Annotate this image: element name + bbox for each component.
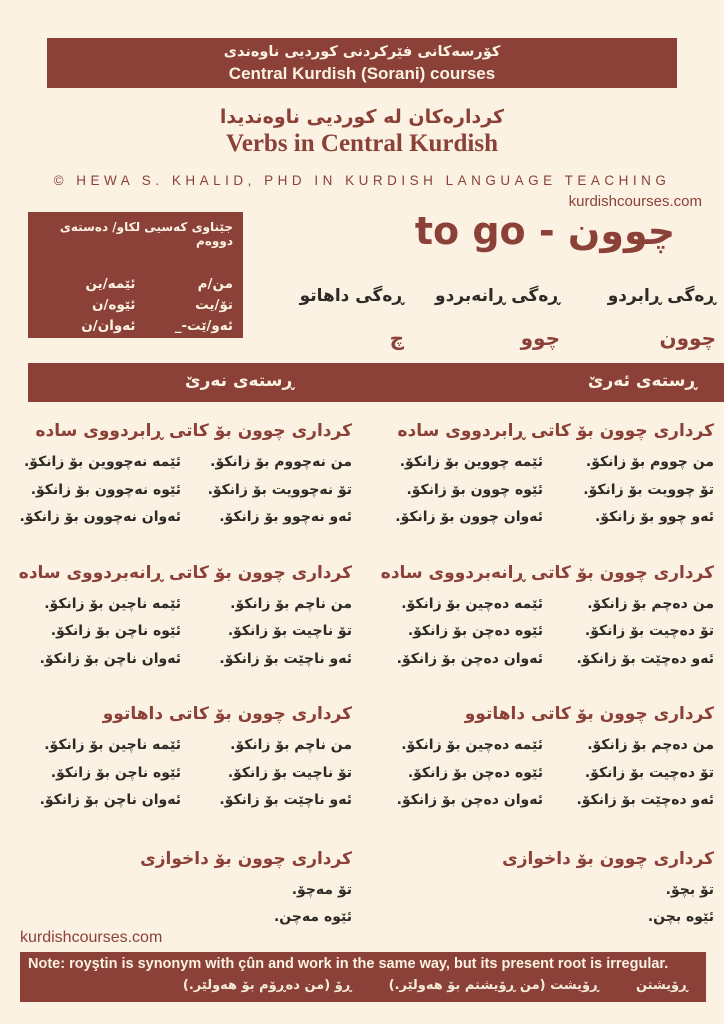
note-kurdish-item: ڕۆیشتن [635, 978, 688, 993]
root-past-column [578, 284, 716, 350]
conjugation-grid [372, 449, 714, 532]
conjugation-line: ئێمه ناچین بۆ زانکۆ. [44, 737, 181, 753]
conjugation-line: تۆ مەچۆ. [291, 881, 352, 898]
conjugation-line: تۆ ناچیت بۆ زانکۆ. [227, 764, 352, 781]
conjugation-sections [0, 410, 724, 932]
conjugation-line: ئەو چوو بۆ زانکۆ. [594, 509, 714, 525]
imperative-negative [0, 846, 362, 932]
imperative-affirmative [362, 846, 724, 932]
root-future-value: چ [389, 326, 404, 350]
pronoun-item: تۆ/یت [195, 297, 233, 313]
affirmative-column-label: ڕستەی ئەرێ [587, 371, 697, 391]
conjugation-list [10, 877, 352, 932]
simple-present-affirmative [362, 560, 724, 674]
conjugation-grid [10, 449, 352, 532]
section-title: کرداری چوون بۆ کاتی داهاتوو [464, 704, 714, 724]
conjugation-line: ئەو ناچێت بۆ زانکۆ. [219, 650, 352, 667]
conjugation-line: ئەوان دەچن بۆ زانکۆ. [396, 650, 543, 667]
conjugation-line: ئێمه ناچین بۆ زانکۆ. [44, 595, 181, 612]
root-present-value: چوو [520, 326, 560, 350]
header-banner-title-en: Central Kurdish (Sorani) courses [228, 63, 496, 83]
section-title: کرداری چوون بۆ کاتی ڕانەبردووی ساده [18, 562, 352, 583]
section-title: کرداری چوون بۆ داخوازی [502, 848, 714, 869]
conjugation-line: ئێمه دەچین بۆ زانکۆ. [401, 595, 543, 612]
header-banner [47, 38, 677, 88]
simple-present-negative [0, 560, 362, 674]
conjugation-line: ئێوه مەچن. [273, 909, 352, 925]
pronoun-item: ئەوان/ن [81, 318, 136, 334]
conjugation-line: ئەوان ناچن بۆ زانکۆ. [39, 650, 181, 667]
conjugation-line: ئەوان نەچوون بۆ زانکۆ. [19, 509, 181, 525]
conjugation-line: ئێمه نەچووین بۆ زانکۆ. [23, 454, 181, 470]
conjugation-line: ئێوه ناچن بۆ زانکۆ. [50, 623, 181, 639]
sentence-type-banner [28, 363, 724, 402]
conjugation-line: ئەو دەچێت بۆ زانکۆ. [576, 792, 714, 808]
future-affirmative [362, 701, 724, 815]
section-title: کرداری چوون بۆ کاتی داهاتوو [102, 704, 352, 724]
conjugation-line: من چووم بۆ زانکۆ. [585, 454, 714, 470]
conjugation-line: تۆ ناچیت بۆ زانکۆ. [227, 623, 352, 639]
conjugation-grid [10, 732, 352, 815]
conjugation-line: ئەوان چوون بۆ زانکۆ. [395, 509, 543, 525]
conjugation-line: من دەچم بۆ زانکۆ. [587, 595, 714, 612]
conjugation-line: ئێوه ناچن بۆ زانکۆ. [50, 764, 181, 781]
verb-roots [266, 284, 716, 350]
conjugation-line: ئێوه بچن. [647, 909, 714, 925]
pronoun-item: ئێوه/ن [92, 297, 136, 313]
root-present-label: ڕەگی ڕانەبردو [435, 286, 560, 306]
note-kurdish-item: ڕۆ (من دەڕۆم بۆ هەولێر.) [182, 978, 352, 993]
conjugation-line: من نەچووم بۆ زانکۆ. [210, 454, 352, 470]
document-title-kurdish: کردارەکان لە کوردیی ناوەندیدا [219, 106, 505, 128]
conjugation-line: تۆ چوویت بۆ زانکۆ. [583, 481, 714, 498]
conjugation-line: ئێوه دەچن بۆ زانکۆ. [407, 623, 543, 639]
pronoun-item: ئەو/ێت-_ [174, 318, 233, 334]
conjugation-line: ئەوان ناچن بۆ زانکۆ. [39, 792, 181, 808]
future-negative [0, 701, 362, 815]
section-imperative [0, 846, 724, 932]
conjugation-line: ئەوان دەچن بۆ زانکۆ. [396, 792, 543, 808]
note-banner [20, 952, 706, 1002]
copyright-line: © HEWA S. KHALID, PHD IN KURDISH LANGUAGE TEACHING [53, 173, 671, 188]
root-present-column [422, 284, 560, 350]
simple-past-negative [0, 418, 362, 532]
section-title: کرداری چوون بۆ کاتی ڕابردووی ساده [397, 421, 714, 441]
section-title: کرداری چوون بۆ کاتی ڕابردووی ساده [35, 421, 352, 441]
conjugation-line: ئێمه چووین بۆ زانکۆ. [399, 454, 543, 470]
pronoun-grid [38, 274, 233, 337]
pronoun-clitics-box [28, 212, 243, 338]
conjugation-grid [372, 591, 714, 674]
root-past-label: ڕەگی ڕابردو [607, 286, 716, 306]
conjugation-list [372, 877, 714, 932]
note-kurdish-item: ڕۆیشت (من ڕۆیشتم بۆ هەولێر.) [388, 978, 599, 993]
conjugation-line: تۆ بچۆ. [665, 881, 714, 898]
root-past-value: چوون [659, 326, 716, 350]
conjugation-line: من ناچم بۆ زانکۆ. [230, 595, 352, 612]
root-future-column [266, 284, 404, 350]
section-simple-past [0, 418, 724, 532]
verb-title: چوون - to go [414, 209, 676, 253]
simple-past-affirmative [362, 418, 724, 532]
pronoun-box-title: جێناوی کەسیی لکاو/ دەستەی دووەم [59, 220, 233, 248]
root-future-label: ڕەگی داهاتو [299, 286, 404, 306]
document-title-english: Verbs in Central Kurdish [225, 130, 499, 157]
website-url-bottom: kurdishcourses.com [20, 929, 163, 946]
pronoun-item: ئێمه/ین [85, 276, 136, 292]
negative-column-label: ڕستەی نەرێ [185, 371, 295, 391]
conjugation-line: ئەو ناچێت بۆ زانکۆ. [219, 792, 352, 808]
note-text-kurdish [28, 978, 698, 993]
section-title: کرداری چوون بۆ داخوازی [140, 848, 352, 869]
section-title: کرداری چوون بۆ کاتی ڕانەبردووی ساده [380, 562, 714, 583]
conjugation-line: ئێمه دەچین بۆ زانکۆ. [401, 737, 543, 753]
conjugation-line: تۆ نەچوویت بۆ زانکۆ. [207, 481, 352, 498]
header-banner-title-ku: کۆرسەکانی فێرکردنی کوردیی ناوەندی [223, 43, 501, 60]
conjugation-line: تۆ دەچیت بۆ زانکۆ. [584, 764, 714, 781]
section-future [0, 701, 724, 815]
conjugation-line: ئەو نەچوو بۆ زانکۆ. [219, 509, 352, 525]
conjugation-line: ئێوه دەچن بۆ زانکۆ. [407, 764, 543, 781]
conjugation-line: ئێوه نەچوون بۆ زانکۆ. [30, 481, 181, 498]
conjugation-grid [10, 591, 352, 674]
conjugation-line: من ناچم بۆ زانکۆ. [230, 737, 352, 753]
website-url-top: kurdishcourses.com [568, 193, 702, 210]
conjugation-line: ئەو دەچێت بۆ زانکۆ. [576, 650, 714, 667]
conjugation-line: ئێوه چوون بۆ زانکۆ. [406, 481, 543, 498]
section-simple-present [0, 560, 724, 674]
conjugation-grid [372, 732, 714, 815]
pronoun-item: من/م [197, 276, 233, 292]
conjugation-line: من دەچم بۆ زانکۆ. [587, 737, 714, 753]
note-text-english: Note: royştin is synonym with çûn and work in the same way, but its present root is irregular. [28, 956, 669, 972]
conjugation-line: تۆ دەچیت بۆ زانکۆ. [584, 623, 714, 639]
